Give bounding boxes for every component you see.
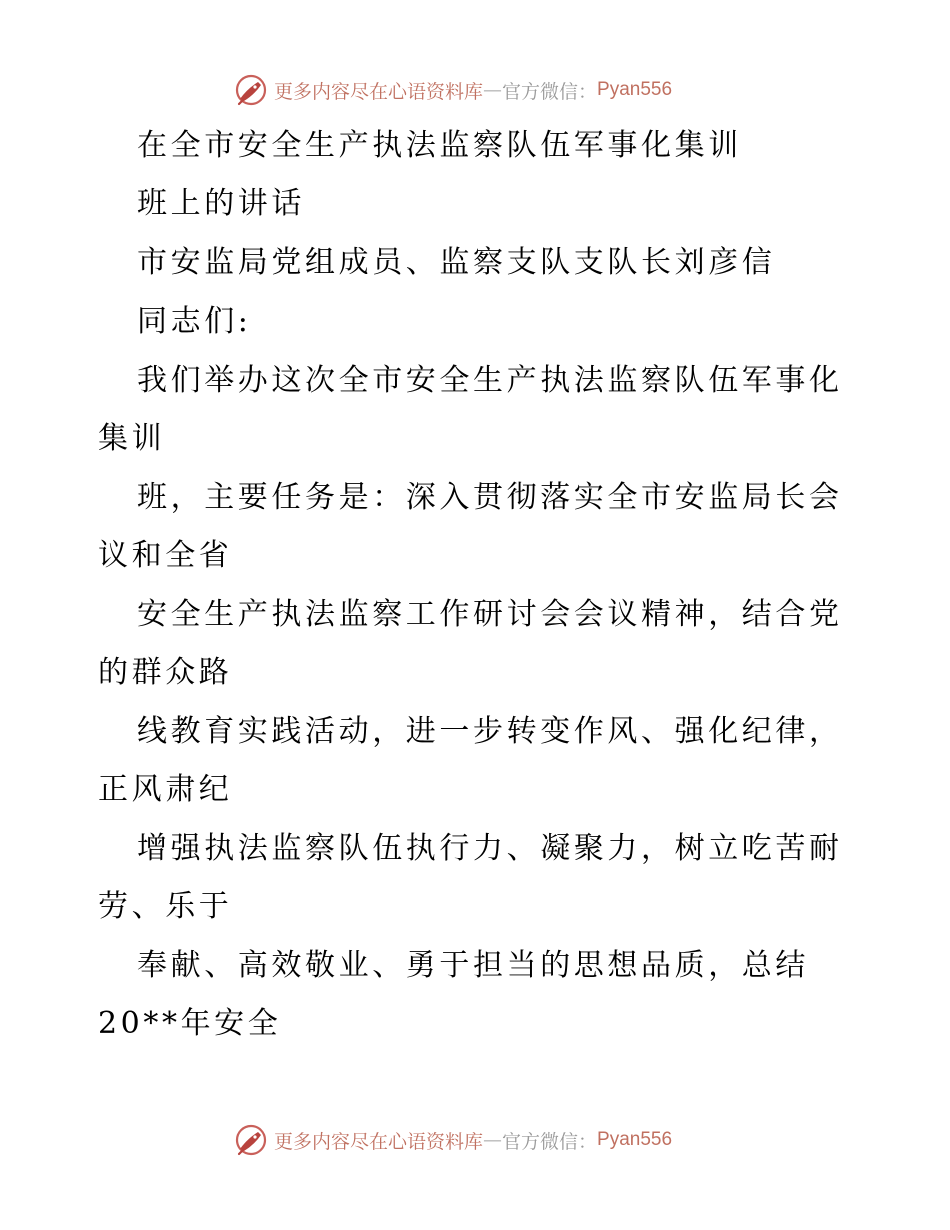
header-watermark xyxy=(234,73,672,107)
watermark-wechat-id: Pyan556 xyxy=(597,1129,673,1150)
watermark-brand: 更多内容尽在心语资料库 xyxy=(274,80,484,103)
pen-nib-logo-icon xyxy=(234,1123,268,1157)
body-line: 增强执法监察队伍执行力、凝聚力，树立吃苦耐 xyxy=(137,831,843,866)
salutation-line: 同志们: xyxy=(137,304,252,339)
speaker-line: 市安监局党组成员、监察支队支队长刘彦信 xyxy=(137,245,776,280)
body-line: 班，主要任务是：深入贯彻落实全市安监局长会 xyxy=(137,480,843,515)
watermark-wechat-label: 官方微信： xyxy=(502,80,598,103)
body-line: 我们举办这次全市安全生产执法监察队伍军事化 xyxy=(137,363,843,398)
body-line: 劳、乐于 xyxy=(98,889,233,924)
body-line: 正风肃纪 xyxy=(98,772,233,807)
watermark-brand: 更多内容尽在心语资料库 xyxy=(274,1130,484,1153)
body-line: 20**年安全 xyxy=(98,1006,282,1041)
watermark-wechat-label: 官方微信： xyxy=(502,1130,598,1153)
body-line: 的群众路 xyxy=(98,655,233,690)
speech-title-line-2: 班上的讲话 xyxy=(137,186,305,221)
body-line: 集训 xyxy=(98,421,166,456)
speech-title-line-1: 在全市安全生产执法监察队伍军事化集训 xyxy=(137,128,742,163)
body-line: 奉献、高效敬业、勇于担当的思想品质，总结 xyxy=(137,948,809,983)
watermark-dash: — xyxy=(483,1129,503,1151)
body-line: 议和全省 xyxy=(98,538,233,573)
watermark-dash: — xyxy=(483,79,503,101)
body-line: 线教育实践活动，进一步转变作风、强化纪律， xyxy=(137,714,843,749)
footer-watermark xyxy=(234,1123,672,1157)
body-line: 安全生产执法监察工作研讨会会议精神，结合党 xyxy=(137,597,843,632)
watermark-wechat-id: Pyan556 xyxy=(597,79,673,100)
pen-nib-logo-icon xyxy=(234,73,268,107)
